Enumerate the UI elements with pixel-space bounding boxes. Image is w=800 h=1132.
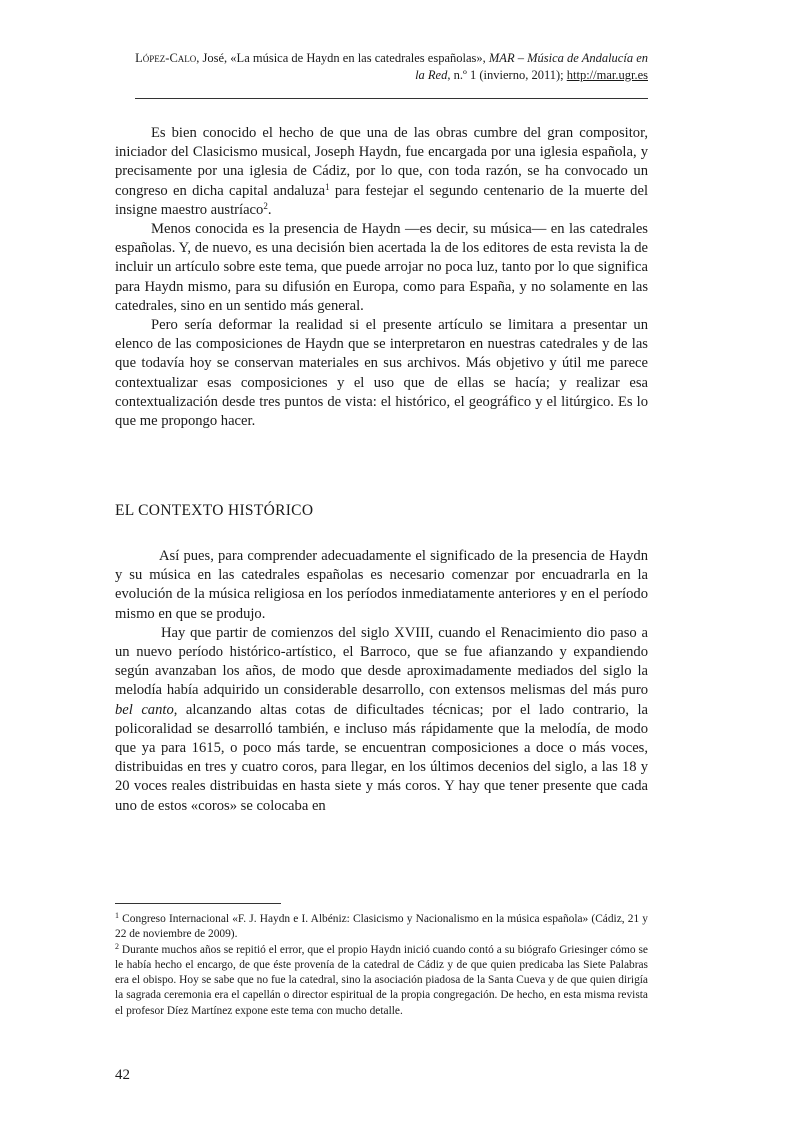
header-journal-title: MAR – Música de Andalucía en la Red [415, 51, 648, 82]
footnote-2-text: Durante muchos años se repitió el error, que el propio Haydn inició cuando contó a su biógrafo Griesinger cómo se le había hecho el encargo, de que éste provenía de la catedral de Cádiz y de que quien predicaba las Siete Palabras era el obispo. Hoy se sabe que no fue la catedral, sino la asociación piadosa de la Santa Cueva y de que quien dirigía la sagrada ceremonia era el capellán o director espiritual de la propia congregación. De hecho, en esta misma revista el profesor Díez Martínez expone este tema con mucho detalle. [115, 943, 648, 1017]
footnote-1-text: Congreso Internacional «F. J. Haydn e I. Albéniz: Clasicismo y Nacionalismo en la música española» (Cádiz, 21 y 22 de noviembre de 2009). [115, 913, 648, 941]
header-journal-link[interactable]: http://mar.ugr.es [566, 68, 648, 82]
header-divider [135, 98, 648, 99]
footnote-2-number: 2 [115, 941, 119, 951]
page-number: 42 [115, 1067, 130, 1083]
section-paragraph-2-text-b: , alcanzando altas cotas de dificultades técnicas; por el lado contrario, la policoralidad se desarrolló también, e incluso más rápidamente que la melodía, de modo que ya para 1615, o poco más tarde, se encuentran composiciones a doce o más voces, distribuidas en tres y cuatro coros, para llegar, en los últimos decenios del siglo, a las 18 y 20 voces reales distribuidas en hasta siete y más coros. Y hay que tener presente que cada uno de estos «coros» se colocaba en [115, 701, 648, 814]
intro-body [115, 124, 648, 431]
intro-paragraph-1 [115, 124, 648, 220]
section-paragraph-1: Así pues, para comprender adecuadamente el significado de la presencia de Haydn y su música en las catedrales españolas es necesario comenzar por encuadrarla en la evolución de la música religiosa en los períodos inmediatamente anteriores y en el período mismo en que se produjo. [115, 548, 648, 622]
header-author-surname: López-Calo [135, 51, 197, 65]
footnote-1-number: 1 [115, 911, 119, 920]
footnote-divider [115, 903, 281, 904]
section-paragraph-2-text-a: Hay que partir de comienzos del siglo XVIII, cuando el Renacimiento dio paso a un nuevo período histórico-artístico, el Barroco, que se fue afianzando y expandiendo según avanzaban los años, de modo que desde aproximadamente mediados del siglo la melodía había adquirido un considerable desarrollo, con extensos melismas del más puro [115, 624, 648, 699]
footnote-ref-1[interactable]: 1 [325, 181, 330, 192]
footnote-ref-2[interactable]: 2 [263, 200, 268, 211]
intro-paragraph-1-text-c: . [267, 201, 272, 218]
section-heading: EL CONTEXTO HISTÓRICO [115, 502, 314, 519]
intro-paragraph-2: Menos conocida es la presencia de Haydn —es decir, su música— en las catedrales españolas. Y, de nuevo, es una decisión bien acertada la de los editores de esta revista la de incluir un artículo sobre este tema, que puede arrojar no poca luz, tanto por lo que significa para Haydn mismo, para su difusión en Europa, como para España, y no solamente en las catedrales, sino en un sentido más general. [115, 221, 648, 314]
footnotes [115, 912, 648, 1019]
section-paragraph-2 [115, 624, 648, 816]
running-header [135, 50, 648, 84]
footnote-1 [115, 912, 648, 943]
italic-term: bel canto [115, 701, 174, 718]
intro-paragraph-3: Pero sería deformar la realidad si el presente artículo se limitara a presentar un elenco de las composiciones de Haydn que se interpretaron en nuestras catedrales y de las que todavía hoy se conservan materiales en sus archivos. Más objetivo y útil me parece contextualizar esas composiciones y el uso que de ellas se hacía; y realizar esa contextualización desde tres puntos de vista: el histórico, el geográfico y el litúrgico. Es lo que me propongo hacer. [115, 317, 648, 430]
section-body [115, 547, 648, 816]
header-citation: , José, «La música de Haydn en las catedrales españolas», [196, 51, 486, 65]
header-issue: , n.º 1 (invierno, 2011); [447, 68, 564, 82]
intro-paragraph-1-text-a: Es bien conocido el hecho de que una de las obras cumbre del gran compositor, iniciador del Clasicismo musical, Joseph Haydn, fue encargada por una iglesia española, y precisamente por una iglesia de Cádiz, por lo que, con toda razón, se ha convocado un congreso en dicha capital andaluza [115, 125, 648, 199]
intro-paragraph-1-text-b: para festejar el segundo centenario de la muerte del insigne maestro austríaco [115, 182, 649, 218]
footnote-2 [115, 943, 648, 1019]
